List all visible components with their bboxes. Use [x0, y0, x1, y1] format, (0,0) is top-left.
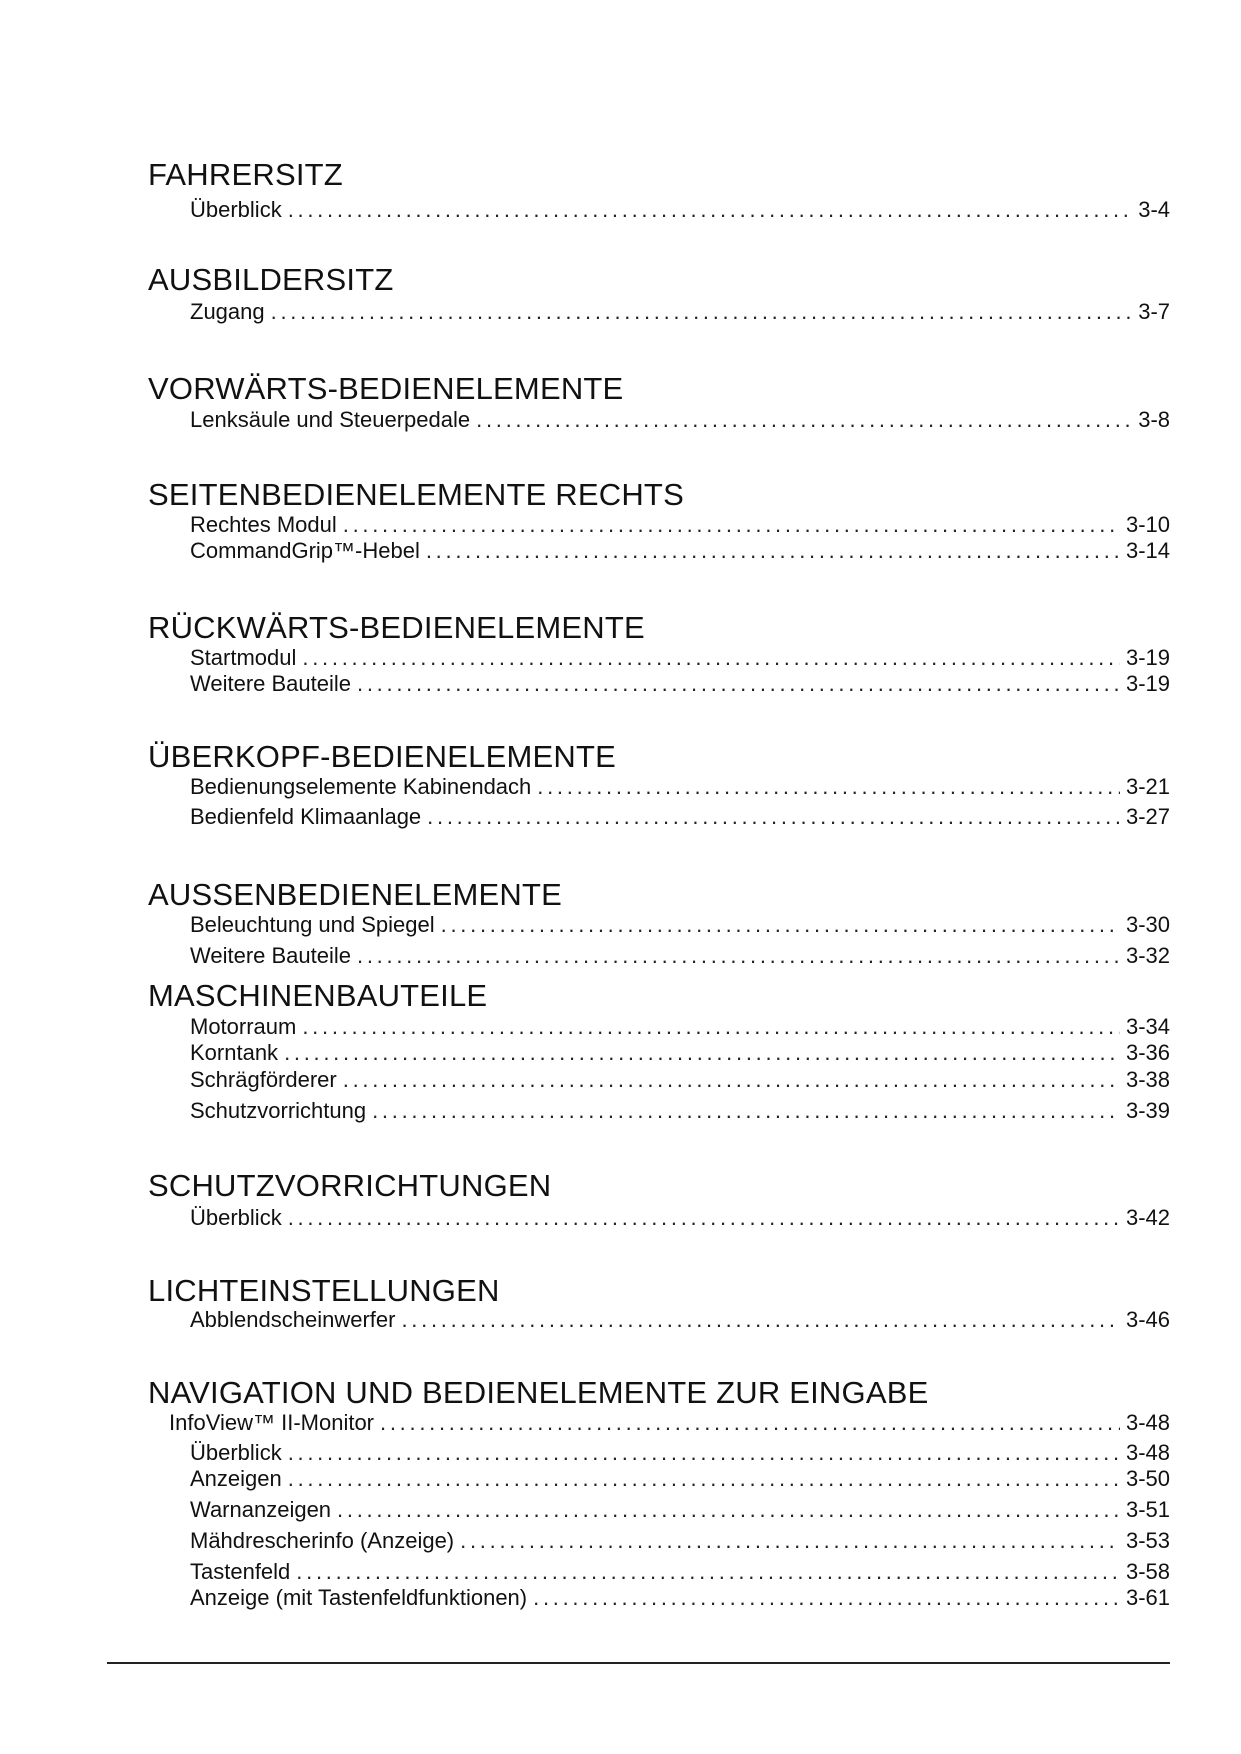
- dot-leader: [337, 1498, 1120, 1522]
- toc-entry[interactable]: [190, 1558, 1170, 1584]
- toc-entry-label: Weitere Bauteile: [190, 943, 352, 968]
- section-heading-aussen: AUSSENBEDIENELEMENTE: [148, 877, 562, 912]
- dot-leader: [271, 300, 1133, 324]
- toc-entry[interactable]: [190, 196, 1170, 222]
- dot-leader: [427, 805, 1120, 829]
- toc-entry-page: 3-46: [1125, 1307, 1170, 1332]
- toc-entry-page: 3-19: [1125, 645, 1170, 670]
- toc-entry[interactable]: [190, 1039, 1170, 1065]
- toc-entry-page: 3-36: [1125, 1040, 1170, 1065]
- dot-leader: [343, 1068, 1120, 1092]
- dot-leader: [288, 198, 1133, 222]
- toc-entry-label: Motorraum: [190, 1014, 297, 1039]
- dot-leader: [476, 408, 1132, 432]
- dot-leader: [343, 513, 1120, 537]
- dot-leader: [537, 775, 1120, 799]
- dot-leader: [426, 539, 1120, 563]
- toc-entry-label: CommandGrip™-Hebel: [190, 538, 420, 563]
- dot-leader: [302, 1015, 1120, 1039]
- dot-leader: [288, 1206, 1120, 1230]
- toc-entry-label: Lenksäule und Steuerpedale: [190, 407, 471, 432]
- dot-leader: [357, 672, 1120, 696]
- toc-entry[interactable]: [190, 1584, 1170, 1610]
- toc-entry[interactable]: [190, 1439, 1170, 1465]
- section-heading-vorwaerts: VORWÄRTS-BEDIENELEMENTE: [148, 371, 624, 406]
- toc-entry-label: Korntank: [190, 1040, 279, 1065]
- toc-entry[interactable]: [190, 1066, 1170, 1092]
- toc-entry-label: Bedienfeld Klimaanlage: [190, 804, 422, 829]
- toc-entry-page: 3-32: [1125, 943, 1170, 968]
- toc-entry-label: Schutzvorrichtung: [190, 1098, 367, 1123]
- section-heading-lichteinstellungen: LICHTEINSTELLUNGEN: [148, 1273, 500, 1308]
- toc-entry-label: Weitere Bauteile: [190, 671, 352, 696]
- toc-entry[interactable]: [190, 406, 1170, 432]
- toc-entry-label: Warnanzeigen: [190, 1497, 332, 1522]
- dot-leader: [288, 1467, 1120, 1491]
- toc-entry-page: 3-34: [1125, 1014, 1170, 1039]
- toc-entry-label: Überblick: [190, 1440, 282, 1465]
- dot-leader: [288, 1441, 1120, 1465]
- dot-leader: [302, 646, 1120, 670]
- section-heading-ueberkopf: ÜBERKOPF-BEDIENELEMENTE: [148, 739, 616, 774]
- toc-entry[interactable]: [190, 1097, 1170, 1123]
- toc-entry-label: Rechtes Modul: [190, 512, 337, 537]
- section-heading-maschinenbauteile: MASCHINENBAUTEILE: [148, 978, 488, 1013]
- footer-rule: [107, 1662, 1170, 1664]
- toc-entry-page: 3-4: [1138, 197, 1170, 222]
- toc-entry-label: Tastenfeld: [190, 1559, 291, 1584]
- toc-entry-page: 3-27: [1125, 804, 1170, 829]
- toc-entry[interactable]: [190, 942, 1170, 968]
- toc-entry-label: Beleuchtung und Spiegel: [190, 912, 435, 937]
- section-heading-fahrersitz: FAHRERSITZ: [148, 157, 343, 192]
- dot-leader: [372, 1099, 1120, 1123]
- toc-entry-label: Überblick: [190, 197, 282, 222]
- toc-entry-label: Abblendscheinwerfer: [190, 1307, 396, 1332]
- toc-entry[interactable]: [190, 644, 1170, 670]
- toc-entry-page: 3-58: [1125, 1559, 1170, 1584]
- toc-entry-label: Anzeige (mit Tastenfeldfunktionen): [190, 1585, 528, 1610]
- toc-entry-page: 3-30: [1125, 912, 1170, 937]
- toc-entry[interactable]: [190, 773, 1170, 799]
- dot-leader: [357, 944, 1120, 968]
- toc-entry-page: 3-10: [1125, 512, 1170, 537]
- toc-entry-label: Anzeigen: [190, 1466, 282, 1491]
- dot-leader: [284, 1041, 1120, 1065]
- toc-entry[interactable]: [190, 1204, 1170, 1230]
- toc-entry-page: 3-7: [1138, 299, 1170, 324]
- dot-leader: [460, 1529, 1120, 1553]
- dot-leader: [533, 1586, 1120, 1610]
- toc-entry-page: 3-51: [1125, 1497, 1170, 1522]
- toc-entry[interactable]: [190, 670, 1170, 696]
- toc-entry[interactable]: [190, 511, 1170, 537]
- section-heading-schutzvorrichtungen: SCHUTZVORRICHTUNGEN: [148, 1168, 552, 1203]
- toc-entry-page: 3-61: [1125, 1585, 1170, 1610]
- toc-entry[interactable]: [190, 911, 1170, 937]
- dot-leader: [296, 1560, 1120, 1584]
- toc-entry-page: 3-50: [1125, 1466, 1170, 1491]
- toc-entry[interactable]: [190, 537, 1170, 563]
- dot-leader: [380, 1411, 1120, 1435]
- toc-entry-page: 3-48: [1125, 1410, 1170, 1435]
- section-heading-rueckwaerts: RÜCKWÄRTS-BEDIENELEMENTE: [148, 610, 645, 645]
- toc-entry-page: 3-14: [1125, 538, 1170, 563]
- toc-entry-label: Bedienungselemente Kabinendach: [190, 774, 532, 799]
- toc-entry-label: Überblick: [190, 1205, 282, 1230]
- toc-entry-page: 3-48: [1125, 1440, 1170, 1465]
- toc-entry[interactable]: [190, 1527, 1170, 1553]
- toc-entry[interactable]: [190, 1465, 1170, 1491]
- toc-entry-page: 3-8: [1138, 407, 1170, 432]
- toc-entry[interactable]: [190, 803, 1170, 829]
- toc-entry-page: 3-19: [1125, 671, 1170, 696]
- toc-entry-page: 3-39: [1125, 1098, 1170, 1123]
- toc-entry-page: 3-53: [1125, 1528, 1170, 1553]
- toc-entry[interactable]: [190, 1013, 1170, 1039]
- toc-entry-label: Zugang: [190, 299, 265, 324]
- dot-leader: [441, 913, 1120, 937]
- toc-entry-label: Schrägförderer: [190, 1067, 337, 1092]
- toc-entry-label: InfoView™ II-Monitor: [169, 1410, 375, 1435]
- toc-entry[interactable]: [169, 1409, 1170, 1435]
- toc-entry-page: 3-21: [1125, 774, 1170, 799]
- section-heading-ausbildersitz: AUSBILDERSITZ: [148, 262, 394, 297]
- section-heading-navigation: NAVIGATION UND BEDIENELEMENTE ZUR EINGABE: [148, 1375, 929, 1410]
- dot-leader: [401, 1308, 1119, 1332]
- toc-entry[interactable]: [190, 298, 1170, 324]
- toc-entry-label: Mähdrescherinfo (Anzeige): [190, 1528, 455, 1553]
- toc-entry-page: 3-42: [1125, 1205, 1170, 1230]
- section-heading-seitenbedienelemente: SEITENBEDIENELEMENTE RECHTS: [148, 477, 684, 512]
- toc-entry[interactable]: [190, 1306, 1170, 1332]
- toc-entry[interactable]: [190, 1496, 1170, 1522]
- toc-entry-page: 3-38: [1125, 1067, 1170, 1092]
- toc-entry-label: Startmodul: [190, 645, 297, 670]
